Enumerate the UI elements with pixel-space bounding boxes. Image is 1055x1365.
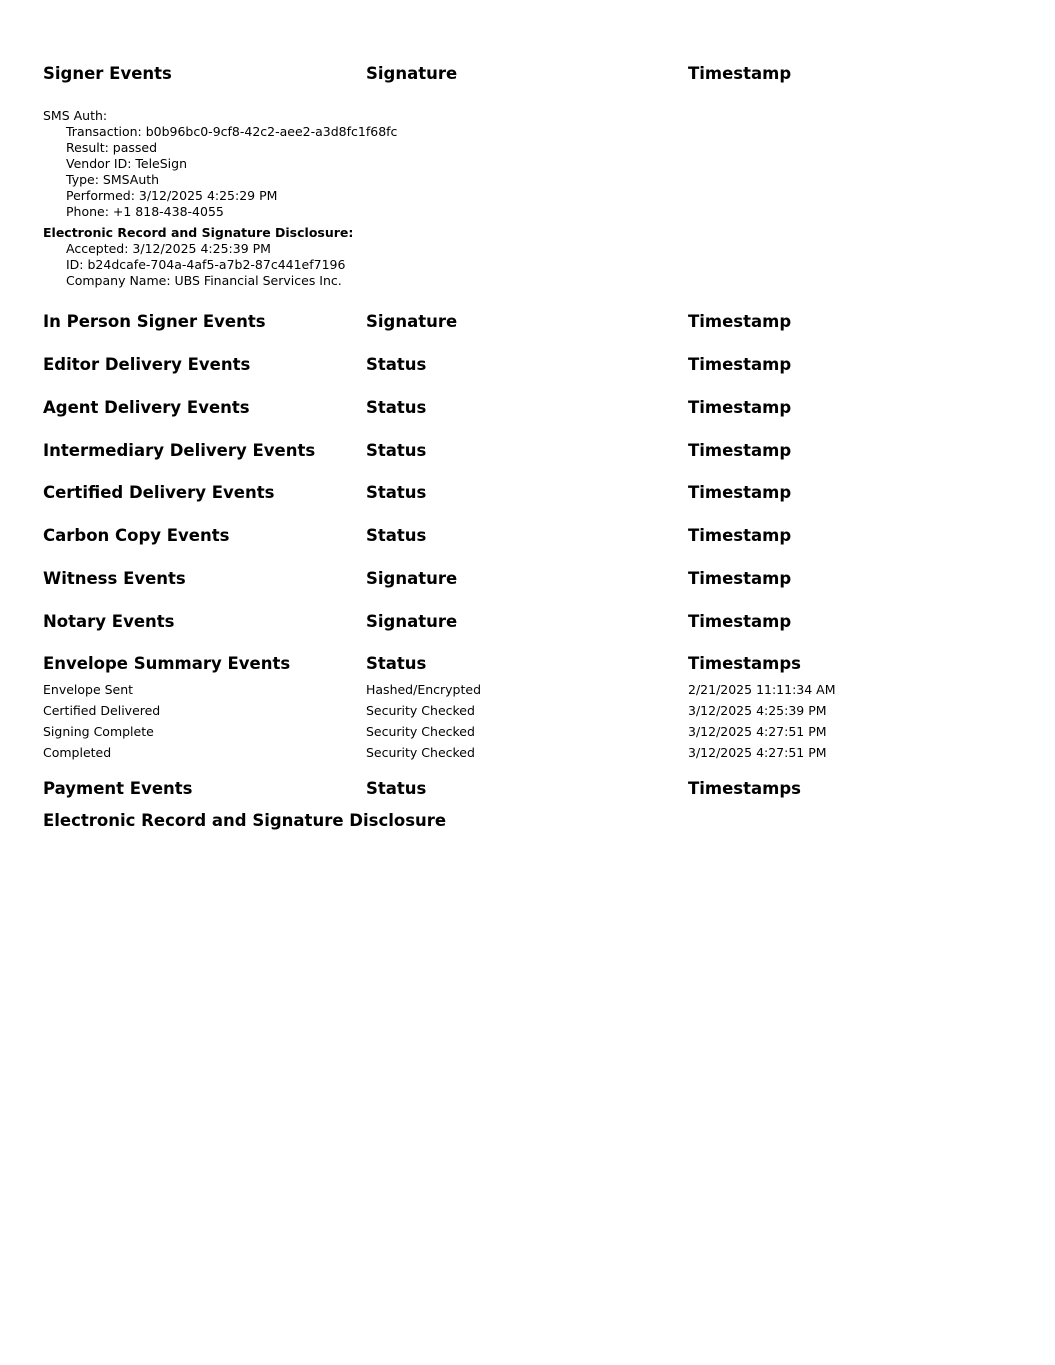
event-cell: Envelope Sent — [43, 682, 134, 697]
column-header-timestamps: Timestamps — [688, 654, 801, 673]
ersd-id: ID: b24dcafe-704a-4af5-a7b2-87c441ef7196 — [66, 257, 346, 272]
sms-auth-transaction: Transaction: b0b96bc0-9cf8-42c2-aee2-a3d8fc1f68fc — [66, 124, 398, 139]
section-header — [43, 481, 1033, 505]
table-row — [43, 742, 1033, 763]
section-header — [43, 610, 1033, 634]
sms-auth-result: Result: passed — [66, 140, 158, 155]
sms-auth-phone: Phone: +1 818-438-4055 — [66, 204, 224, 219]
column-header-timestamps: Timestamps — [688, 779, 801, 798]
section-title: Witness Events — [43, 569, 186, 588]
column-header: Signature — [366, 569, 458, 588]
column-header: Status — [366, 526, 427, 545]
event-cell: Certified Delivered — [43, 703, 161, 718]
column-header: Timestamp — [688, 569, 792, 588]
section-title: Certified Delivery Events — [43, 483, 275, 502]
signer-events-header — [43, 62, 1033, 86]
column-header-status: Status — [366, 654, 427, 673]
column-header: Timestamp — [688, 355, 792, 374]
section-title: Agent Delivery Events — [43, 398, 250, 417]
section-title: Carbon Copy Events — [43, 526, 230, 545]
table-row — [43, 721, 1033, 742]
event-cell: Signing Complete — [43, 724, 154, 739]
column-header-status: Status — [366, 779, 427, 798]
table-row — [43, 700, 1033, 721]
payment-events-header — [43, 777, 1033, 801]
column-header: Timestamp — [688, 441, 792, 460]
column-header-signature: Signature — [366, 64, 458, 83]
section-title: Envelope Summary Events — [43, 654, 291, 673]
status-cell: Hashed/Encrypted — [366, 682, 482, 697]
timestamp-cell: 3/12/2025 4:25:39 PM — [688, 703, 827, 718]
section-header — [43, 567, 1033, 591]
disclosure-heading-row — [43, 809, 1033, 833]
ersd-block — [43, 225, 353, 289]
timestamp-cell: 3/12/2025 4:27:51 PM — [688, 724, 827, 739]
sms-auth-performed: Performed: 3/12/2025 4:25:29 PM — [66, 188, 278, 203]
section-title: Editor Delivery Events — [43, 355, 251, 374]
section-header — [43, 353, 1033, 377]
section-header — [43, 524, 1033, 548]
column-header: Signature — [366, 612, 458, 631]
sms-auth-label: SMS Auth: — [43, 108, 108, 123]
section-title: Signer Events — [43, 64, 172, 83]
section-header — [43, 396, 1033, 420]
section-header — [43, 310, 1033, 334]
envelope-summary-header — [43, 652, 1033, 676]
column-header: Timestamp — [688, 612, 792, 631]
column-header: Timestamp — [688, 526, 792, 545]
column-header: Status — [366, 483, 427, 502]
section-title: Intermediary Delivery Events — [43, 441, 316, 460]
section-header — [43, 439, 1033, 463]
section-title: In Person Signer Events — [43, 312, 266, 331]
ersd-company: Company Name: UBS Financial Services Inc. — [66, 273, 342, 288]
section-title: Notary Events — [43, 612, 175, 631]
status-cell: Security Checked — [366, 745, 475, 760]
column-header: Timestamp — [688, 312, 792, 331]
event-cell: Completed — [43, 745, 112, 760]
column-header: Timestamp — [688, 398, 792, 417]
column-header: Status — [366, 355, 427, 374]
ersd-label: Electronic Record and Signature Disclosure: — [43, 225, 354, 240]
table-row — [43, 679, 1033, 700]
disclosure-heading: Electronic Record and Signature Disclosure — [43, 811, 447, 830]
column-header: Timestamp — [688, 483, 792, 502]
column-header: Signature — [366, 312, 458, 331]
sms-auth-type: Type: SMSAuth — [66, 172, 160, 187]
timestamp-cell: 3/12/2025 4:27:51 PM — [688, 745, 827, 760]
timestamp-cell: 2/21/2025 11:11:34 AM — [688, 682, 836, 697]
sms-auth-block — [43, 108, 397, 220]
column-header: Status — [366, 398, 427, 417]
ersd-accepted: Accepted: 3/12/2025 4:25:39 PM — [66, 241, 271, 256]
sms-auth-vendor: Vendor ID: TeleSign — [66, 156, 188, 171]
column-header: Status — [366, 441, 427, 460]
column-header-timestamp: Timestamp — [688, 64, 792, 83]
status-cell: Security Checked — [366, 703, 475, 718]
section-title: Payment Events — [43, 779, 193, 798]
status-cell: Security Checked — [366, 724, 475, 739]
